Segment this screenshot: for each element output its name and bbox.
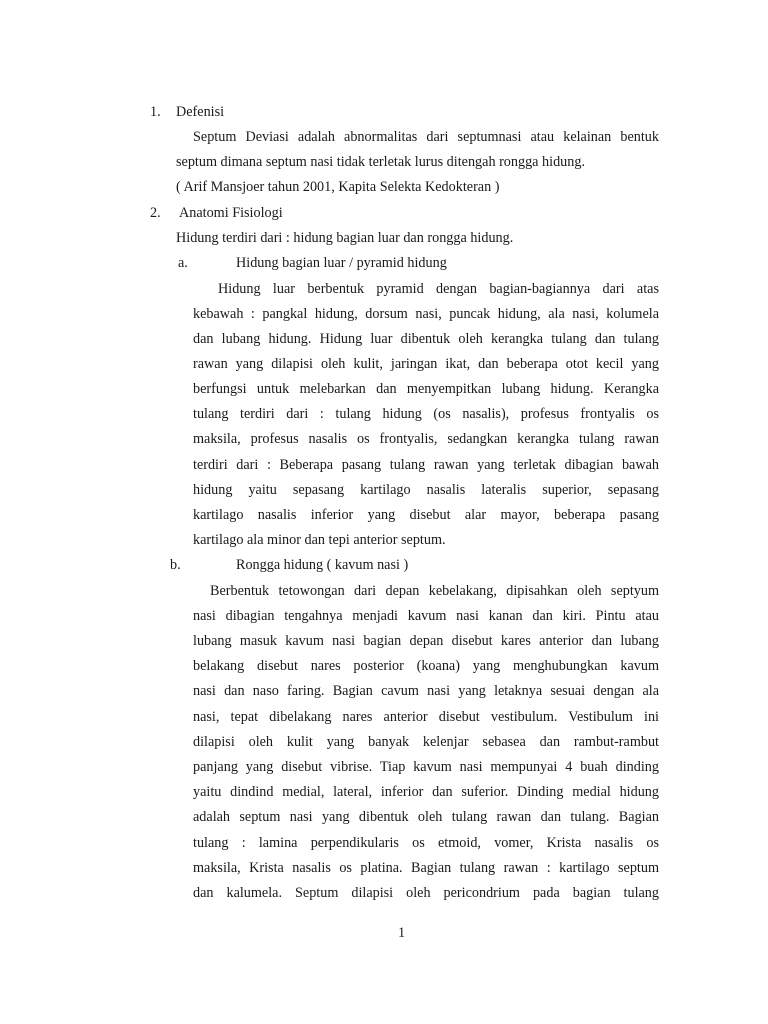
subA-line: berfungsi untuk melebarkan dan menyempitkan lubang hidung. Kerangka (193, 381, 659, 397)
subA-line: kartilago ala minor dan tepi anterior septum. (193, 532, 446, 548)
subA-line: terdiri dari : Beberapa pasang tulang rawan yang terletak dibagian bawah (193, 457, 659, 473)
subB-line: tulang : lamina perpendikularis os etmoid, vomer, Krista nasalis os (193, 835, 659, 851)
subA-line: hidung yaitu sepasang kartilago nasalis lateralis superior, sepasang (193, 482, 659, 498)
section1-citation: ( Arif Mansjoer tahun 2001, Kapita Selekta Kedokteran ) (176, 179, 500, 195)
subB-line: Berbentuk tetowongan dari depan kebelakang, dipisahkan oleh septyum (210, 583, 659, 599)
subB-line: yaitu dindind medial, lateral, inferior dan suferior. Dinding medial hidung (193, 784, 659, 800)
subB-letter: b. (170, 557, 181, 573)
subB-line: adalah septum nasi yang dibentuk oleh tulang rawan dan tulang. Bagian (193, 809, 659, 825)
subA-heading: Hidung bagian luar / pyramid hidung (236, 255, 447, 271)
subA-line: Hidung luar berbentuk pyramid dengan bagian-bagiannya dari atas (218, 281, 659, 297)
section2-number: 2. (150, 205, 161, 221)
subA-line: rawan yang dilapisi oleh kulit, jaringan ikat, dan beberapa otot kecil yang (193, 356, 659, 372)
subB-line: dilapisi oleh kulit yang banyak kelenjar sebasea dan rambut-rambut (193, 734, 659, 750)
subB-line: nasi dibagian tengahnya menjadi kavum nasi kanan dan kiri. Pintu atau (193, 608, 659, 624)
subB-line: belakang disebut nares posterior (koana) yang menghubungkan kavum (193, 658, 659, 674)
subB-line: maksila, Krista nasalis os platina. Bagian tulang rawan : kartilago septum (193, 860, 659, 876)
subA-line: kartilago nasalis inferior yang disebut alar mayor, beberapa pasang (193, 507, 659, 523)
subA-letter: a. (178, 255, 188, 271)
subB-line: nasi dan naso faring. Bagian cavum nasi yang letaknya sesuai dengan ala (193, 683, 659, 699)
subB-heading: Rongga hidung ( kavum nasi ) (236, 557, 409, 573)
subA-line: kebawah : pangkal hidung, dorsum nasi, puncak hidung, ala nasi, kolumela (193, 306, 659, 322)
page-number: 1 (398, 925, 406, 941)
subA-line: dan lubang hidung. Hidung luar dibentuk oleh kerangka tulang dan tulang (193, 331, 659, 347)
section1-heading: Defenisi (176, 104, 225, 120)
section1-line: septum dimana septum nasi tidak terletak lurus ditengah rongga hidung. (176, 154, 585, 170)
subB-line: panjang yang disebut vibrise. Tiap kavum nasi mempunyai 4 buah dinding (193, 759, 659, 775)
section1-number: 1. (150, 104, 161, 120)
subA-line: tulang terdiri dari : tulang hidung (os nasalis), profesus frontyalis os (193, 406, 659, 422)
subB-line: lubang masuk kavum nasi bagian depan disebut kares anterior dan lubang (193, 633, 659, 649)
subB-line: nasi, tepat dibelakang nares anterior disebut vestibulum. Vestibulum ini (193, 709, 659, 725)
section2-heading: Anatomi Fisiologi (179, 205, 283, 221)
section1-line: Septum Deviasi adalah abnormalitas dari septumnasi atau kelainan bentuk (193, 129, 659, 145)
subA-line: maksila, profesus nasalis os frontyalis, sedangkan kerangka tulang rawan (193, 431, 659, 447)
section2-intro: Hidung terdiri dari : hidung bagian luar dan rongga hidung. (176, 230, 514, 246)
subB-line: dan kalumela. Septum dilapisi oleh pericondrium pada bagian tulang (193, 885, 659, 901)
